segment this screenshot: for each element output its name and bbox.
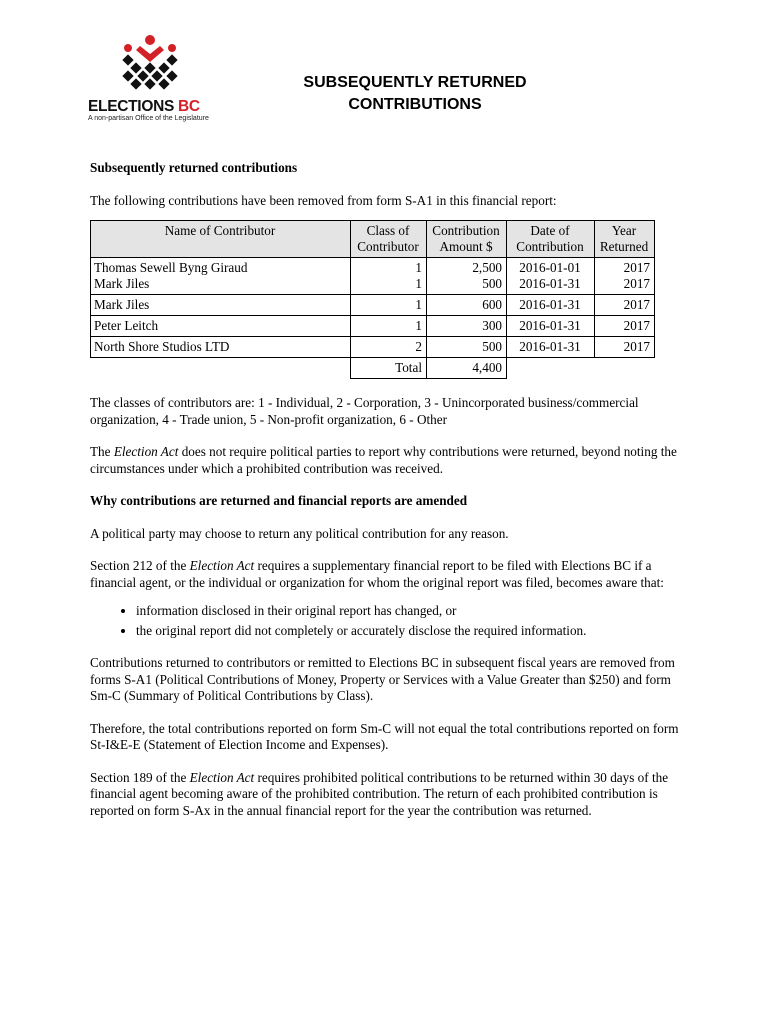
paragraph: Section 212 of the Election Act requires a supplementary financial report to be filed with Elections BC if a financial agent, or the individual or organization for whom the original report was filed, becomes aware that:: [90, 558, 664, 590]
table-header-row: [91, 221, 655, 258]
row-amount: 500: [482, 276, 502, 291]
elections-bc-logo: [88, 34, 213, 122]
table-intro: The following contributions have been removed from form S-A1 in this financial report:: [90, 192, 557, 208]
logo-wordmark: ELECTIONS BC: [88, 98, 200, 115]
row-year: 2017: [623, 276, 650, 291]
row-name: Peter Leitch: [91, 316, 351, 337]
table-row: [91, 316, 655, 337]
header-class: Class of Contributor: [351, 221, 427, 258]
row-name: Thomas Sewell Byng Giraud: [94, 260, 248, 275]
logo-tagline: A non-partisan Office of the Legislature: [88, 115, 209, 122]
section-heading-returned: Subsequently returned contributions: [90, 160, 298, 175]
total-value: 4,400: [427, 358, 507, 379]
total-label: Total: [351, 358, 427, 379]
row-date: 2016-01-31: [507, 316, 595, 337]
row-year: 2017: [595, 337, 655, 358]
bullet-list: [90, 603, 682, 639]
row-name: Mark Jiles: [94, 276, 150, 291]
row-date: 2016-01-01: [519, 260, 581, 275]
row-year: 2017: [623, 260, 650, 275]
list-item: • information disclosed in their original report has changed, or: [136, 603, 682, 620]
row-name: Mark Jiles: [91, 295, 351, 316]
page-title: SUBSEQUENTLY RETURNED CONTRIBUTIONS: [303, 74, 527, 113]
elections-bc-emblem-icon: [118, 34, 182, 94]
list-item: • the original report did not completely or accurately disclose the required information.: [136, 623, 682, 640]
row-date: 2016-01-31: [507, 337, 595, 358]
row-year: 2017: [595, 316, 655, 337]
header-year: Year Returned: [595, 221, 655, 258]
table-row: [91, 258, 655, 295]
classes-note: The classes of contributors are: 1 - Individual, 2 - Corporation, 3 - Unincorporated business/commercial organization, 4 - Trade union, 5 - Non-profit organization, 6 - Other: [90, 395, 639, 427]
row-name: North Shore Studios LTD: [91, 337, 351, 358]
table-row: [91, 295, 655, 316]
row-class: 1: [415, 276, 422, 291]
row-amount: 600: [427, 295, 507, 316]
paragraph: Section 189 of the Election Act requires prohibited political contributions to be returned within 30 days of the financial agent becoming aware of the prohibited contribution. The return of each prohibited contribution is reported on form S-Ax in the annual financial report for the year the contribution was returned.: [90, 769, 669, 818]
section-heading-why: Why contributions are returned and financial reports are amended: [90, 493, 468, 508]
paragraph: A political party may choose to return any political contribution for any reason.: [90, 525, 509, 541]
table-row: [91, 337, 655, 358]
row-class: 1: [351, 295, 427, 316]
header-name: Name of Contributor: [91, 221, 351, 258]
returned-contributions-table: [90, 220, 655, 379]
paragraph: Therefore, the total contributions reported on form Sm-C will not equal the total contributions reported on form St-I&E-E (Statement of Election Income and Expenses).: [90, 720, 679, 752]
paragraph: Contributions returned to contributors or remitted to Elections BC in subsequent fiscal years are removed from forms S-A1 (Political Contributions of Money, Property or Services with a Value Greater than $250) and form Sm-C (Summary of Political Contributions by Class).: [90, 655, 675, 703]
row-class: 2: [351, 337, 427, 358]
header-amount: Contribution Amount $: [427, 221, 507, 258]
row-date: 2016-01-31: [507, 295, 595, 316]
act-note: The Election Act does not require political parties to report why contributions were returned, beyond noting the circumstances under which a prohibited contribution was received.: [90, 444, 677, 476]
row-date: 2016-01-31: [519, 276, 581, 291]
row-amount: 2,500: [472, 260, 502, 275]
row-amount: 500: [427, 337, 507, 358]
row-year: 2017: [595, 295, 655, 316]
document-body: [90, 160, 682, 819]
header-date: Date of Contribution: [507, 221, 595, 258]
row-class: 1: [415, 260, 422, 275]
row-amount: 300: [427, 316, 507, 337]
total-row: [91, 358, 655, 379]
row-class: 1: [351, 316, 427, 337]
